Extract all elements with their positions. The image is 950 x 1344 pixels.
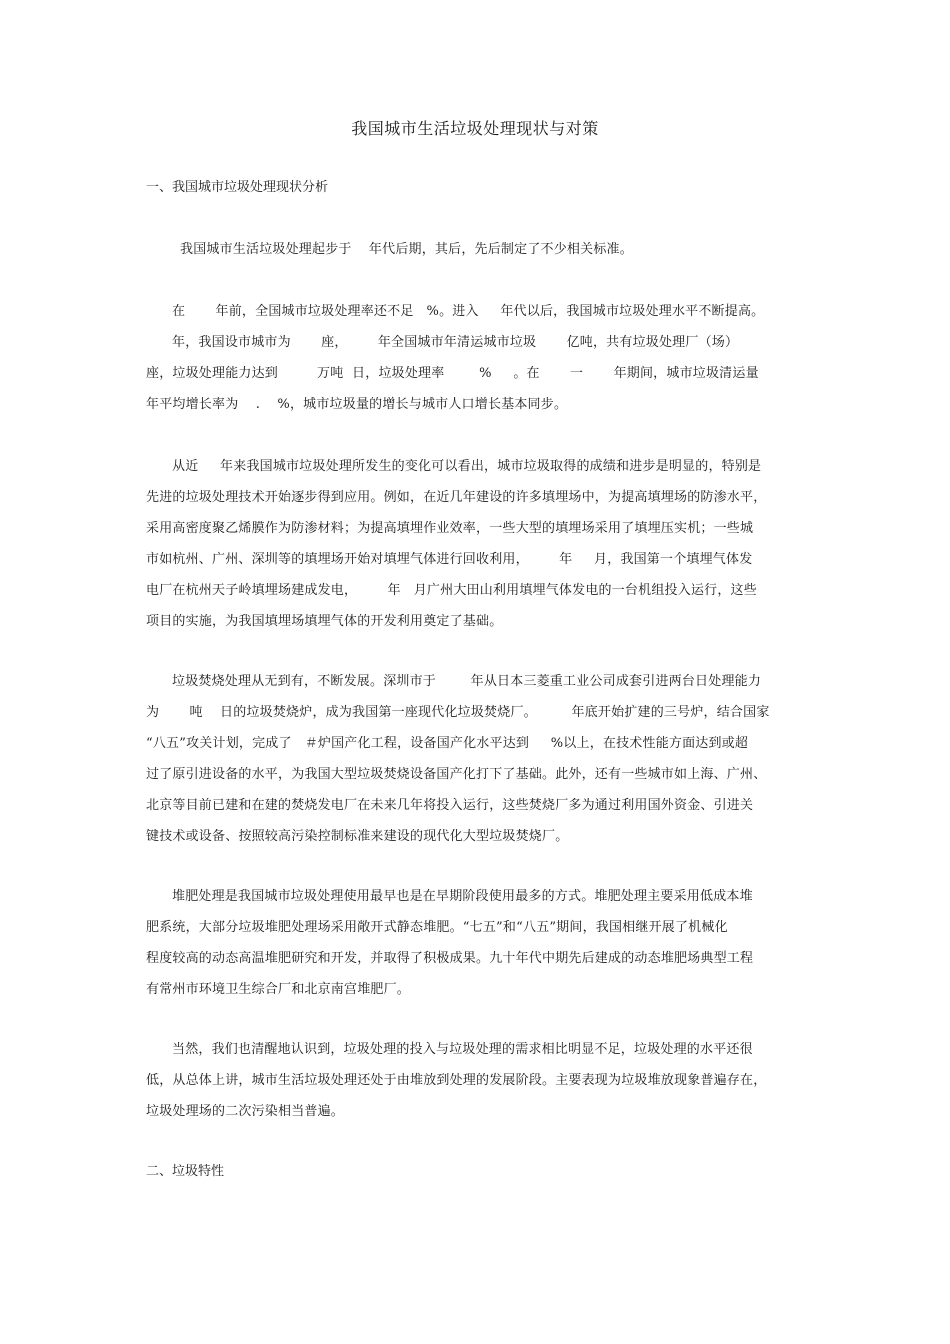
paragraph-line: 当然，我们也清醒地认识到，垃圾处理的投入与垃圾处理的需求相比明显不足，垃圾处理的水平还很	[172, 1042, 753, 1057]
paragraph-line: 堆肥处理是我国城市垃圾处理使用最早也是在早期阶段使用最多的方式。堆肥处理主要采用低成本堆	[172, 889, 753, 904]
paragraph-line: 程度较高的动态高温堆肥研究和开发，并取得了积极成果。九十年代中期先后建成的动态堆肥场典型工程	[146, 951, 754, 966]
paragraph-line: 采用高密度聚乙烯膜作为防渗材料；为提高填埋作业效率，一些大型的填埋场采用了填埋压实机；一些城	[146, 521, 754, 536]
paragraph-line: 项目的实施，为我国填埋场填埋气体的开发利用奠定了基础。	[146, 614, 503, 629]
paragraph-line: 在 年前，全国城市垃圾处理率还不足 %。进入 年代以后，我国城市垃圾处理水平不断提高。	[172, 304, 765, 319]
paragraph-line: 市如杭州、广州、深圳等的填埋场开始对填埋气体进行回收利用， 年 月，我国第一个填埋气体发	[146, 552, 753, 567]
paragraph-line: 年平均增长率为 . %，城市垃圾量的增长与城市人口增长基本同步。	[146, 397, 568, 412]
document-title: 我国城市生活垃圾处理现状与对策	[351, 119, 599, 138]
paragraph-line: “八五”攻关计划，完成了 ＃炉国产化工程，设备国产化水平达到 %以上，在技术性能方面达到或超	[146, 736, 749, 751]
paragraph-line: 年，我国设市城市为 座， 年全国城市年清运城市垃圾 亿吨，共有垃圾处理厂（场）	[172, 335, 739, 350]
paragraph-line: 有常州市环境卫生综合厂和北京南宫堆肥厂。	[146, 982, 411, 997]
section-heading-2: 二、垃圾特性	[146, 1164, 225, 1179]
paragraph-line: 低，从总体上讲，城市生活垃圾处理还处于由堆放到处理的发展阶段。主要表现为垃圾堆放现象普遍存在，	[146, 1073, 767, 1088]
paragraph-line: 垃圾处理场的二次污染相当普遍。	[146, 1104, 345, 1119]
paragraph-line: 先进的垃圾处理技术开始逐步得到应用。例如，在近几年建设的许多填埋场中，为提高填埋场的防渗水平，	[146, 490, 767, 505]
paragraph-line: 肥系统，大部分垃圾堆肥处理场采用敞开式静态堆肥。“七五”和“八五”期间，我国相继开展了机械化	[146, 920, 728, 935]
paragraph-line: 键技术或设备、按照较高污染控制标准来建设的现代化大型垃圾焚烧厂。	[146, 829, 569, 844]
paragraph-line: 从近 年来我国城市垃圾处理所发生的变化可以看出，城市垃圾取得的成绩和进步是明显的，特别是	[172, 459, 762, 474]
paragraph-line: 北京等目前已建和在建的焚烧发电厂在未来几年将投入运行，这些焚烧厂多为通过利用国外资金、引进关	[146, 798, 754, 813]
paragraph-line: 座，垃圾处理能力达到 万吨 日，垃圾处理率 % 。在 一 年期间，城市垃圾清运量	[146, 366, 759, 381]
paragraph-line: 过了原引进设备的水平，为我国大型垃圾焚烧设备国产化打下了基础。此外，还有一些城市如上海、广州、	[146, 767, 767, 782]
section-heading-1: 一、我国城市垃圾处理现状分析	[146, 180, 329, 195]
paragraph-line: 电厂在杭州天子岭填埋场建成发电， 年 月广州大田山利用填埋气体发电的一台机组投入运行，这些	[146, 583, 757, 598]
paragraph-line: 为 吨 日的垃圾焚烧炉，成为我国第一座现代化垃圾焚烧厂。 年底开始扩建的三号炉，结合国家	[146, 705, 770, 720]
paragraph-line: 我国城市生活垃圾处理起步于 年代后期，其后，先后制定了不少相关标准。	[180, 242, 633, 257]
paragraph-line: 垃圾焚烧处理从无到有，不断发展。深圳市于 年从日本三菱重工业公司成套引进两台日处理能力	[172, 674, 762, 689]
